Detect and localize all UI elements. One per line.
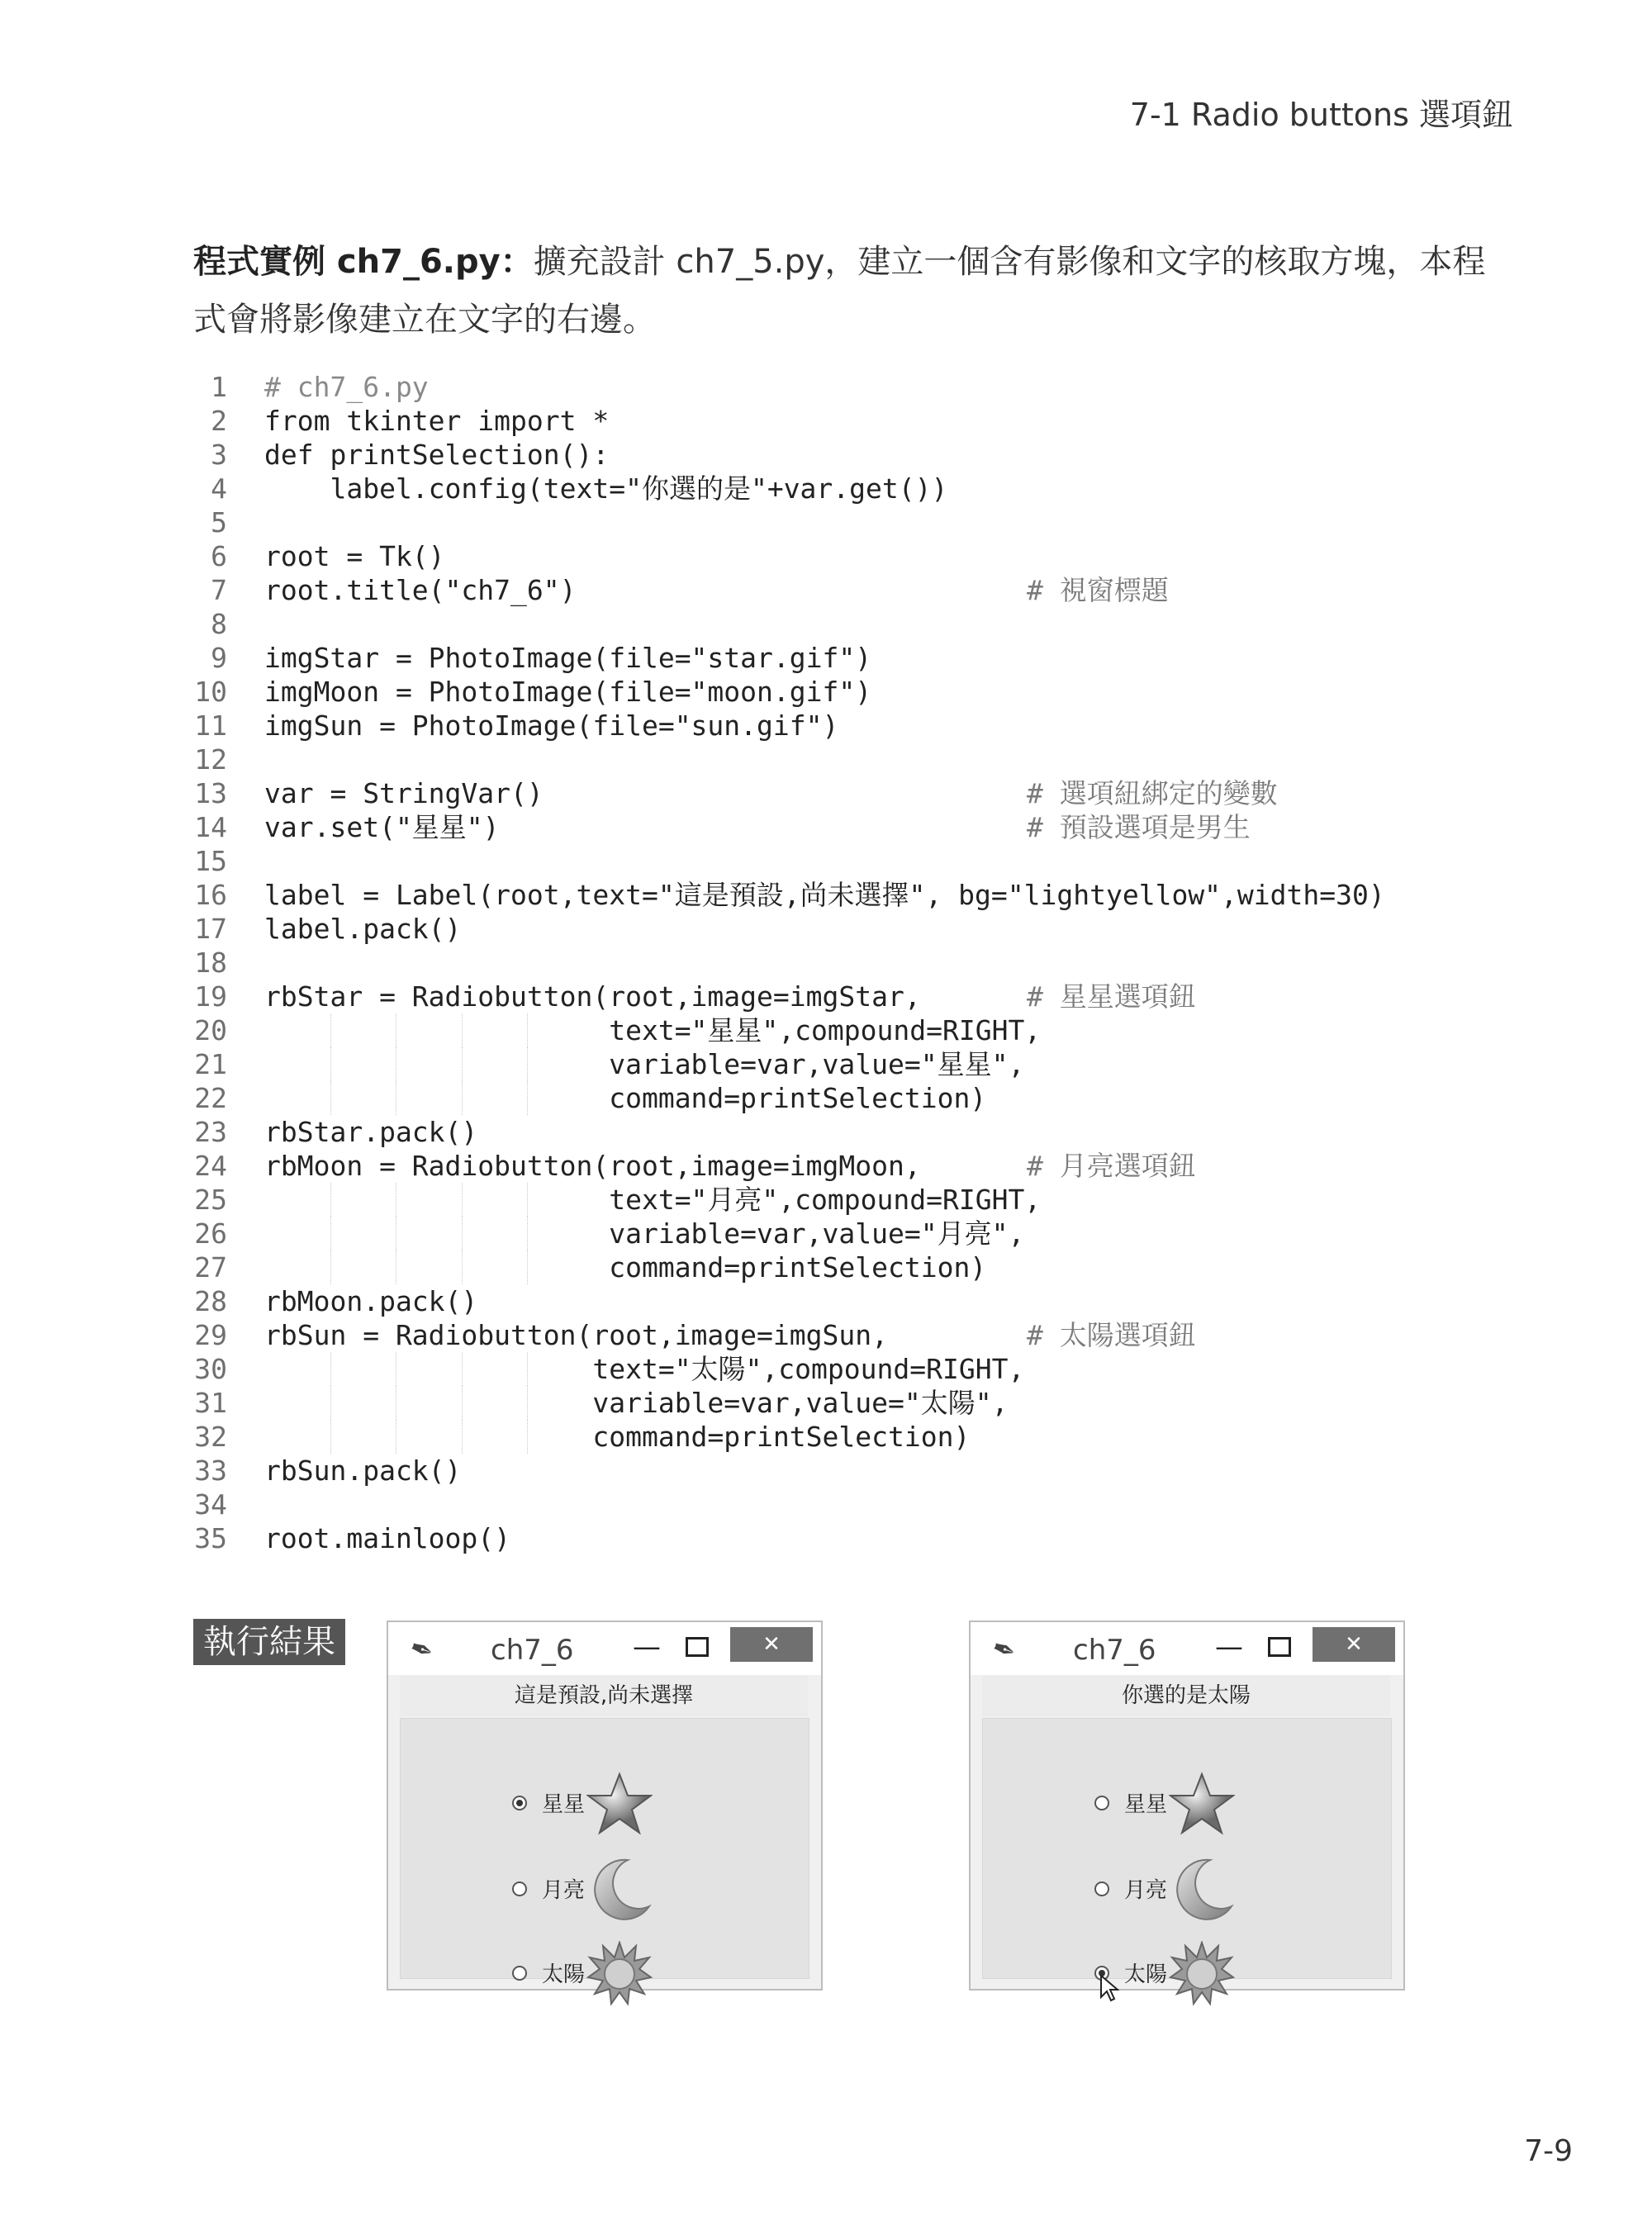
- status-label: 你選的是太陽: [982, 1675, 1390, 1716]
- minimize-button[interactable]: —: [1215, 1630, 1243, 1663]
- code-comment: # 月亮選項鈕: [1027, 1150, 1196, 1182]
- code-line: [182, 438, 1421, 472]
- code-line: [182, 675, 1421, 709]
- code-line: [182, 1250, 1421, 1284]
- star-icon: [1169, 1771, 1235, 1837]
- code-comment: # 預設選項是男生: [1027, 811, 1251, 843]
- code-line: [182, 1521, 1421, 1555]
- intro-paragraph: [193, 233, 1507, 349]
- mouse-cursor-icon: [1099, 1974, 1119, 2002]
- window-title: ch7_6: [1073, 1634, 1156, 1667]
- code-line: [182, 1386, 1421, 1420]
- line-number: 29: [194, 1319, 227, 1351]
- code-line: [182, 1420, 1421, 1454]
- line-number: 17: [194, 913, 227, 945]
- line-number: 10: [194, 676, 227, 708]
- code-line: [182, 404, 1421, 438]
- code-line: [182, 1217, 1421, 1250]
- code-line: [182, 912, 1421, 946]
- code-line: [182, 946, 1421, 980]
- radio-label: 星星: [1124, 1792, 1168, 1817]
- line-number: 25: [194, 1184, 227, 1216]
- result-label: 執行結果: [193, 1619, 345, 1665]
- code-line: [182, 1352, 1421, 1386]
- code-text: var = StringVar(): [264, 777, 544, 809]
- code-comment: # 星星選項鈕: [1027, 980, 1196, 1013]
- line-number: 20: [194, 1014, 227, 1046]
- code-line: [182, 1013, 1421, 1047]
- code-text: command=printSelection): [264, 1251, 987, 1284]
- line-number: 15: [194, 845, 227, 877]
- line-number: 35: [194, 1522, 227, 1554]
- line-number: 18: [194, 947, 227, 979]
- code-text: rbMoon = Radiobutton(root,image=imgMoon,: [264, 1150, 921, 1182]
- code-text: variable=var,value="太陽",: [264, 1387, 1009, 1419]
- code-line: [182, 505, 1421, 539]
- code-text: root.title("ch7_6"): [264, 574, 577, 606]
- code-line: [182, 641, 1421, 675]
- line-number: 28: [194, 1285, 227, 1317]
- window-titlebar[interactable]: [971, 1622, 1403, 1675]
- radio-indicator[interactable]: [1094, 1881, 1109, 1896]
- code-text: rbMoon.pack(): [264, 1285, 478, 1317]
- radio-label: 太陽: [1124, 1962, 1168, 1987]
- code-text: from tkinter import *: [264, 405, 610, 437]
- line-number: 5: [211, 506, 227, 539]
- maximize-button[interactable]: [1268, 1637, 1291, 1657]
- line-number: 19: [194, 980, 227, 1013]
- sun-icon: [1169, 1941, 1235, 2007]
- line-number: 26: [194, 1217, 227, 1250]
- code-text: var.set("星星"): [264, 811, 500, 843]
- tk-window-2: [969, 1620, 1405, 1991]
- code-comment: # 太陽選項鈕: [1027, 1319, 1196, 1351]
- code-line: [182, 607, 1421, 641]
- code-text: variable=var,value="月亮",: [264, 1217, 1025, 1250]
- code-text: rbSun = Radiobutton(root,image=imgSun,: [264, 1319, 888, 1351]
- code-text: imgMoon = PhotoImage(file="moon.gif"): [264, 676, 872, 708]
- code-line: [182, 810, 1421, 844]
- radio-label: 月亮: [542, 1878, 586, 1903]
- code-line: [182, 1284, 1421, 1318]
- window-title: ch7_6: [491, 1634, 574, 1667]
- line-number: 1: [211, 371, 227, 403]
- sun-icon: [586, 1941, 653, 2007]
- example-title: 程式實例 ch7_6.py：: [193, 243, 534, 281]
- code-line: [182, 844, 1421, 878]
- intro-text: 擴充設計 ch7_5.py，建立一個含有影像和文字的核取方塊，本程式會將影像建立在文字的右邊。: [193, 243, 1486, 339]
- code-line: [182, 1488, 1421, 1521]
- radio-indicator[interactable]: [512, 1796, 527, 1810]
- line-number: 33: [194, 1454, 227, 1487]
- moon-icon: [586, 1857, 653, 1923]
- code-text: imgSun = PhotoImage(file="sun.gif"): [264, 709, 839, 742]
- close-button[interactable]: ✕: [1313, 1627, 1395, 1662]
- radio-indicator[interactable]: [512, 1966, 527, 1981]
- code-text: def printSelection():: [264, 439, 610, 471]
- maximize-button[interactable]: [686, 1637, 709, 1657]
- code-comment: # 選項紐綁定的變數: [1027, 777, 1278, 809]
- line-number: 24: [194, 1150, 227, 1182]
- code-text: command=printSelection): [264, 1082, 987, 1114]
- code-line: [182, 980, 1421, 1013]
- status-label: 這是預設,尚未選擇: [400, 1675, 808, 1716]
- radio-panel: [982, 1718, 1392, 1979]
- code-line: [182, 573, 1421, 607]
- line-number: 34: [194, 1488, 227, 1521]
- code-line: [182, 539, 1421, 573]
- window-titlebar[interactable]: [388, 1622, 821, 1675]
- line-number: 21: [194, 1048, 227, 1080]
- radio-indicator[interactable]: [1094, 1796, 1109, 1810]
- moon-icon: [1169, 1857, 1235, 1923]
- line-number: 4: [211, 472, 227, 505]
- code-listing: [182, 370, 1421, 1555]
- code-text: text="月亮",compound=RIGHT,: [264, 1184, 1042, 1216]
- radio-label: 星星: [542, 1792, 586, 1817]
- code-line: [182, 878, 1421, 912]
- page-number: 7-9: [1524, 2134, 1573, 2168]
- code-line: [182, 1081, 1421, 1115]
- line-number: 31: [194, 1387, 227, 1419]
- line-number: 11: [194, 709, 227, 742]
- code-text: root = Tk(): [264, 540, 445, 572]
- radio-panel: [400, 1718, 809, 1979]
- line-number: 3: [211, 439, 227, 471]
- code-text: root.mainloop(): [264, 1522, 511, 1554]
- line-number: 16: [194, 879, 227, 911]
- line-number: 12: [194, 743, 227, 776]
- line-number: 23: [194, 1116, 227, 1148]
- line-number: 2: [211, 405, 227, 437]
- line-number: 32: [194, 1421, 227, 1453]
- tk-feather-icon: ✒: [987, 1630, 1021, 1670]
- code-text: rbSun.pack(): [264, 1454, 462, 1487]
- radio-label: 月亮: [1124, 1878, 1168, 1903]
- close-button[interactable]: ✕: [730, 1627, 813, 1662]
- line-number: 30: [194, 1353, 227, 1385]
- code-line: [182, 472, 1421, 505]
- minimize-button[interactable]: —: [633, 1630, 661, 1663]
- line-number: 7: [211, 574, 227, 606]
- page-header: 7-1 Radio buttons 選項鈕: [1129, 97, 1513, 133]
- code-line: [182, 1454, 1421, 1488]
- code-line: [182, 1318, 1421, 1352]
- line-number: 6: [211, 540, 227, 572]
- code-line: [182, 709, 1421, 743]
- code-line: [182, 1183, 1421, 1217]
- radio-label: 太陽: [542, 1962, 586, 1987]
- line-number: 22: [194, 1082, 227, 1114]
- code-line: [182, 743, 1421, 776]
- star-icon: [586, 1771, 653, 1837]
- code-text: imgStar = PhotoImage(file="star.gif"): [264, 642, 872, 674]
- code-line: [182, 1149, 1421, 1183]
- code-comment: # 視窗標題: [1027, 574, 1169, 606]
- code-text: # ch7_6.py: [264, 371, 429, 403]
- code-line: [182, 370, 1421, 404]
- code-line: [182, 1047, 1421, 1081]
- code-text: label.config(text="你選的是"+var.get()): [264, 472, 948, 505]
- line-number: 9: [211, 642, 227, 674]
- code-line: [182, 776, 1421, 810]
- code-text: rbStar = Radiobutton(root,image=imgStar,: [264, 980, 921, 1013]
- code-text: rbStar.pack(): [264, 1116, 478, 1148]
- line-number: 13: [194, 777, 227, 809]
- code-text: variable=var,value="星星",: [264, 1048, 1025, 1080]
- code-text: text="太陽",compound=RIGHT,: [264, 1353, 1025, 1385]
- line-number: 27: [194, 1251, 227, 1284]
- line-number: 8: [211, 608, 227, 640]
- code-line: [182, 1115, 1421, 1149]
- tk-feather-icon: ✒: [405, 1630, 439, 1670]
- code-text: label = Label(root,text="這是預設,尚未選擇", bg="lightyellow",width=30): [264, 879, 1385, 911]
- line-number: 14: [194, 811, 227, 843]
- radio-indicator[interactable]: [512, 1881, 527, 1896]
- tk-window-1: [387, 1620, 823, 1991]
- code-text: command=printSelection): [264, 1421, 971, 1453]
- code-text: label.pack(): [264, 913, 462, 945]
- code-text: text="星星",compound=RIGHT,: [264, 1014, 1042, 1046]
